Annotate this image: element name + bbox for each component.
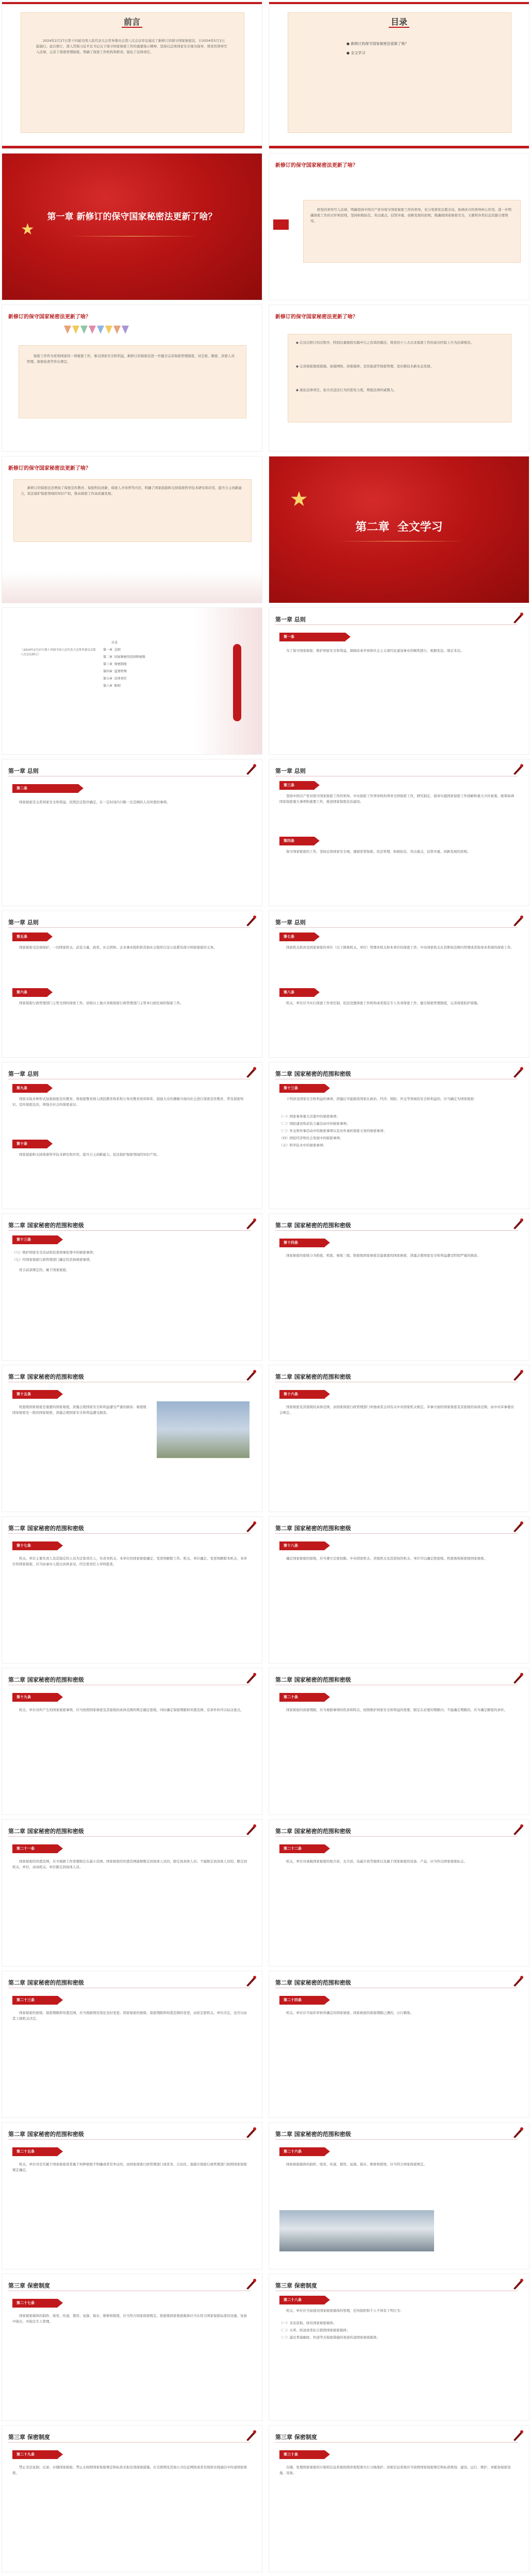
article-ribbon: 第十三条 [279, 1084, 325, 1093]
brush-icon [511, 1368, 525, 1382]
heading-divider [275, 1230, 518, 1231]
slide-article [269, 2123, 529, 2269]
brush-icon [511, 1974, 525, 1988]
heading-divider [8, 927, 251, 928]
article-ribbon: 第二十三条 [12, 1996, 58, 2005]
slide-article [2, 2426, 262, 2572]
toc-chapter-title: 法律责任 [114, 677, 127, 681]
slide-heading: 第二章 国家秘密的范围和密级 [275, 1374, 351, 1380]
title-underline [389, 27, 409, 28]
chapter-number: 第二章 [355, 520, 390, 534]
heading-divider [8, 1836, 251, 1837]
article-body: 机关、单位应当实行保密工作责任制，依法设置保密工作机构或者指定专人负责保密工作，健全保密管理制度，完善保密防护措施。 [286, 1001, 480, 1005]
heading-divider [8, 1533, 251, 1534]
toc-item-1[interactable]: ● 新修订的保守国家秘密法更新了啥？ [346, 42, 409, 46]
slide-article [2, 1062, 262, 1209]
footer-wash [2, 572, 262, 603]
article-ribbon: 第二十一条 [12, 1844, 58, 1853]
brush-icon [511, 611, 525, 624]
slide-body: 保密工作作为党和国家的一项重要工作，事关国家安全和利益，新修订的保密法进一步健全完善保密管理制度，对定密、解密、涉密人员管理、保密检查等作出规定。 [27, 354, 235, 364]
slide-article [2, 759, 262, 906]
article-body: 为了保守国家秘密，维护国家安全和利益，保障改革开放和社会主义现代化建设事业的顺利进行，根据宪法，制定本法。 [286, 649, 464, 653]
slide-article [2, 1517, 262, 1663]
slide-heading: 第二章 国家秘密的范围和密级 [8, 1525, 84, 1532]
slide-update-4 [2, 456, 262, 603]
slide-article [2, 911, 262, 1057]
toc-row [103, 669, 127, 673]
article-body: 机关、单位对是否属于国家秘密或者属于何种密级不明确或者有争议的，由国家保密行政管理部门或者省、自治区、直辖市保密行政管理部门按照国家保密规定确定。 [12, 2162, 247, 2172]
toc-row [103, 662, 127, 666]
article-body: 国家采取多种形式加强保密宣传教育，将保密教育纳入国民教育体系和公务员教育培训体系，鼓励大众传播媒介面向社会进行保密宣传教育，普及保密知识，宣传保密法治，增强全社会的保密意识。 [12, 1097, 244, 1107]
slide-article [269, 1971, 529, 2117]
article-body: 坚持中国共产党对保守国家秘密工作的领导。中央保密工作领导机构领导全国保密工作，研究制定、指导实施国家保密工作战略和重大方针政策，统筹协调国家保密重大事项和重要工作，推进国家保密法治建设。 [279, 794, 514, 804]
slide-heading: 新修订的保守国家秘密法更新了啥？ [275, 163, 358, 168]
slide-article [269, 1820, 529, 1966]
slide-heading: 第二章 国家秘密的范围和密级 [8, 1979, 84, 1986]
slide-heading: 第二章 国家秘密的范围和密级 [8, 1676, 84, 1683]
article-body: 符合前款规定的，属于国家秘密。 [19, 1268, 70, 1272]
heading-divider [8, 2139, 251, 2140]
article-body: 国家秘密的密级、保密期限和知悉范围，应当根据情况变化及时变更。国家秘密的密级、保密期限和知悉范围的变更，由原定密机关、单位决定，也可以由其上级机关决定。 [12, 2011, 247, 2021]
heading-divider [275, 927, 518, 928]
slide-heading: 第二章 国家秘密的范围和密级 [275, 1979, 351, 1986]
toc-row [103, 654, 145, 659]
brush-icon [244, 914, 258, 927]
toc-chapter-title: 保密制度 [114, 663, 127, 666]
toc-row [111, 640, 118, 645]
article-body: 国家保密行政管理部门主管全国的保密工作。县级以上地方各级保密行政管理部门主管本行政区域的保密工作。 [19, 1001, 184, 1005]
content-panel [288, 12, 511, 133]
article-body: 存储、处理国家秘密的计算机信息系统按照涉密程度实行分级保护。涉密信息系统应当按照国家保密规定和标准规划、建设、运行、维护，并配备保密设施、设备。 [279, 2465, 511, 2475]
slide-body: 把党的领导写入法律，明确坚持中国共产党对保守国家秘密工作的领导，充分发挥党总揽全局、协调各方的领导核心作用。进一步明确保密工作的方针和原则，坚持积极防范、突出重点、技管并重、创新发展的原则，既确保国家秘密安全，又便利各类信息资源合理利用。 [310, 208, 511, 223]
article-ribbon: 第二十七条 [12, 2299, 58, 2308]
slide-article [2, 1668, 262, 1815]
bullet-2-text: 完善保密制度措施，加强网络、涉密载体、宣传报道等保密管理，适应新技术新业态发展。 [300, 364, 434, 368]
title-underline [122, 27, 142, 28]
bullet-3: ◆ 强化法律责任，加大对违法行为的惩处力度，增强法律的威慑力。 [296, 388, 397, 392]
slide-article [269, 759, 529, 906]
brush-icon [244, 2429, 258, 2442]
article-ribbon: 第十六条 [279, 1390, 325, 1399]
article-ribbon: 第二十九条 [12, 2450, 58, 2459]
article-ribbon: 第一条 [279, 633, 345, 641]
bullet-1: ◆ 在这次修订的过程中，特别注重吸收实践中行之有效的做法，将党的十八大以来保密工作的成功经验上升为法律规范。 [296, 341, 474, 345]
heading-divider [275, 2442, 518, 2443]
toc-chapter: 第四章 [103, 670, 113, 673]
slide-heading: 新修订的保守国家秘密法更新了啥？ [275, 314, 358, 320]
toc-chapter: 第五章 [103, 677, 113, 681]
toc-chapter-title: 监督管理 [114, 670, 127, 673]
list-item: （一）非法获取、持有国家秘密载体； [279, 2321, 337, 2325]
brush-icon [511, 762, 525, 776]
slide-update-2 [2, 305, 262, 451]
bottom-bar [2, 146, 262, 148]
article-ribbon: 第六条 [12, 988, 47, 997]
article-ribbon: 第二十六条 [279, 2147, 325, 2156]
toc-chapter-title: 附则 [114, 684, 121, 688]
slide-heading: 第三章 保密制度 [275, 2282, 317, 2289]
toc-row [103, 647, 121, 652]
article-ribbon: 第十五条 [12, 1390, 58, 1399]
brush-icon [244, 2277, 258, 2291]
slide-heading: 第一章 总则 [275, 919, 306, 926]
top-bar [269, 2, 529, 4]
slide-article [269, 1668, 529, 1815]
slide-heading: 第二章 国家秘密的范围和密级 [275, 1525, 351, 1532]
list-item: （三）外交和外事活动中的秘密事项以及对外承担保密义务的秘密事项； [279, 1129, 387, 1133]
slide-article [2, 1214, 262, 1360]
heading-divider [8, 1230, 251, 1231]
brush-icon [244, 762, 258, 776]
slide-article [269, 608, 529, 754]
slide-toc [269, 2, 529, 148]
slide-article [2, 1971, 262, 2117]
toc-chapter: 第六章 [103, 684, 113, 688]
slide-heading: 第二章 国家秘密的范围和密级 [275, 1676, 351, 1683]
heading-divider [8, 2442, 251, 2443]
article-body: 禁止非法复制、记录、存储国家秘密。禁止未按照国家保密规定和标准采取有效保密措施，在互联网及其他公共信息网络或者有线和无线通信中传递国家秘密。 [12, 2465, 247, 2475]
bullet-3-text: 强化法律责任，加大对违法行为的惩处力度，增强法律的威慑力。 [300, 388, 397, 392]
brush-icon [244, 1974, 258, 1988]
bunting-flags-icon [64, 326, 136, 341]
article-body: 国家秘密的知悉范围，应当根据工作需要限定在最小范围。国家秘密的知悉范围能够限定到具体人员的，限定到具体人员；不能限定到具体人员的，限定到机关、单位，由该机关、单位限定到具体人员。 [12, 1859, 247, 1869]
article-body: 国家鼓励和支持保密科学技术研究和应用，提升自主创新能力，依法保护保密领域的知识产权。 [19, 1153, 160, 1157]
article-ribbon: 第二十五条 [12, 2147, 58, 2156]
red-lantern-icon [233, 644, 241, 721]
slide-title: 目录 [390, 17, 407, 27]
heading-divider [275, 2139, 518, 2140]
slide-heading: 第二章 国家秘密的范围和密级 [8, 1828, 84, 1835]
brush-icon [511, 914, 525, 927]
landscape-photo [279, 2210, 434, 2251]
toc-row [103, 676, 127, 681]
slide-article [2, 1820, 262, 1966]
slide-heading: 第二章 国家秘密的范围和密级 [275, 1828, 351, 1835]
heading-divider [275, 1533, 518, 1534]
list-item: （五）科学技术中的秘密事项； [279, 1143, 326, 1147]
article-ribbon: 第二十条 [279, 1693, 325, 1702]
slide-fulltext-toc [2, 608, 262, 754]
slide-heading: 新修订的保守国家秘密法更新了啥？ [8, 466, 91, 471]
content-panel [21, 12, 244, 133]
side-wash [195, 608, 262, 754]
slide-heading: 第三章 保密制度 [275, 2434, 317, 2441]
article-ribbon: 第十九条 [12, 1693, 58, 1702]
chapter-number: 第一章 [47, 212, 74, 222]
article-ribbon: 第五条 [12, 933, 47, 941]
toc-chapter: 第一章 [103, 648, 113, 652]
brush-icon [511, 1671, 525, 1685]
brush-icon [511, 2126, 525, 2139]
article-body: 国家秘密的保密期限，应当根据事项的性质和特点，按照维护国家安全和利益的需要，限定在必要的期限内；不能确定期限的，应当确定解密的条件。 [286, 1708, 507, 1712]
article-ribbon: 第二十八条 [279, 2296, 325, 2304]
brush-icon [511, 1823, 525, 1836]
slide-article [269, 2274, 529, 2420]
article-ribbon: 第四条 [279, 837, 314, 845]
slide-article [269, 1365, 529, 1512]
article-ribbon: 第九条 [12, 1084, 47, 1093]
list-item: （三）通过普通邮政、快递等无保密措施的渠道传递国家秘密载体； [279, 2335, 380, 2340]
list-item: （六）维护国家安全活动和追查刑事犯罪中的秘密事项； [12, 1250, 96, 1255]
brush-icon [244, 1520, 258, 1533]
brush-icon [511, 1520, 525, 1533]
toc-chapter: 第三章 [103, 663, 113, 666]
chapter-heading: 全文学习 [397, 520, 443, 534]
preface-text: 2024年2月27日第十四届全国人民代表大会常务委员会第八次会议审议通过了新修订的保守国家秘密法，自2024年5月1日起施行。此次修订，深入贯彻习近平总书记关于保守国家秘密工作的重要指示精神，坚持以总体国家安全观为指导，将党的领导写入法律，完善了保密管理制度，明确了保密工作机构和职责，强化了法律责任。 [36, 39, 227, 54]
article-ribbon: 第二条 [12, 784, 78, 793]
list-item: （二）国防建设和武装力量活动中的秘密事项； [279, 1122, 350, 1126]
toc-chapter-title: 国家秘密的范围和密级 [114, 655, 145, 659]
slide-article [269, 2426, 529, 2572]
toc-chapter: 第二章 [103, 655, 113, 659]
slide-article [2, 1365, 262, 1512]
article-ribbon: 第七条 [279, 933, 314, 941]
article-body: 确定国家秘密的密级，应当遵守定密权限。中央国家机关、省级机关及其授权的机关、单位可以确定绝密级、机密级和秘密级国家秘密。 [286, 1556, 487, 1561]
slide-heading: 第二章 国家秘密的范围和密级 [275, 2131, 351, 2138]
slide-heading: 第三章 保密制度 [8, 2434, 50, 2441]
brush-icon [511, 2277, 525, 2291]
article-ribbon: 第十三条 [12, 1235, 58, 1244]
slide-grid [2, 2, 529, 2576]
slide-heading: 新修订的保守国家秘密法更新了啥？ [8, 314, 91, 320]
star-icon: ★ [290, 487, 308, 511]
brush-icon [244, 1823, 258, 1836]
article-body: 国家秘密载体的制作、收发、传递、使用、复制、保存、维修和销毁，应当符合国家保密规定。绝密级国家秘密载体应当在符合国家保密标准的设施、设备中保存，并指定专人管理。 [12, 2314, 247, 2324]
article-body: 国家秘密及其密级的具体范围，由国家保密行政管理部门单独或者会同有关中央国家机关规定。军事方面的国家秘密及其密级的具体范围，由中央军事委员会规定。 [279, 1405, 514, 1415]
slide-preface [2, 2, 262, 148]
slide-heading: 第二章 国家秘密的范围和密级 [8, 2131, 84, 2138]
slide-heading: 第一章 总则 [8, 1071, 39, 1077]
bottom-bar [269, 146, 529, 148]
toc-row-label: 目录 [111, 641, 118, 645]
slide-article [2, 2123, 262, 2269]
toc-chapter-title: 总则 [114, 648, 121, 652]
article-ribbon: 第二十二条 [279, 1844, 325, 1853]
article-body: 国家机关和涉及国家秘密的单位（以下简称机关、单位）管理本机关和本单位的保密工作。中央国家机关在其职权范围内管理或者指导本系统的保密工作。 [286, 945, 514, 950]
article-body: 机关、单位应当每年审核所确定的国家秘密。国家秘密的保密期限已满的，自行解密。 [286, 2011, 413, 2015]
article-ribbon: 第十四条 [279, 1239, 325, 1247]
top-bar [2, 2, 262, 4]
brush-icon [244, 1671, 258, 1685]
slide-heading: 第一章 总则 [8, 919, 39, 926]
article-body: 机关、单位对所产生的国家秘密事项，应当按照国家秘密及其密级的具体范围的规定确定密级，同时确定保密期限和知悉范围；有条件的可以标注密点。 [19, 1708, 244, 1712]
slide-article [269, 1062, 529, 1209]
list-item: （四）国民经济和社会发展中的秘密事项； [279, 1136, 343, 1140]
slide-heading: 第二章 国家秘密的范围和密级 [8, 1222, 84, 1229]
article-body: 机关、单位对承载国家秘密的纸介质、光介质、电磁介质等载体以及属于国家秘密的设备、产品，应当作出国家秘密标志。 [286, 1859, 467, 1863]
slide-heading: 第二章 国家秘密的范围和密级 [275, 1222, 351, 1229]
slide-heading: 第一章 总则 [8, 768, 39, 774]
slide-update-1 [269, 154, 529, 300]
toc-item-2[interactable]: ● 全文学习 [346, 51, 366, 55]
brush-icon [244, 1368, 258, 1382]
heading-divider [275, 624, 518, 625]
slide-body: 新修订的保密法还增加了保密宣传教育、保密科技创新、保密人才培养等内容，明确了国家鼓励和支持保密科学技术研究和应用，提升自主创新能力，依法保护保密领域的知识产权，推动保密工作高质量发展。 [21, 486, 242, 496]
list-item: （一）国家事务重大决策中的秘密事项； [279, 1114, 340, 1118]
article-body: 国家秘密受法律保护。一切国家机关、武装力量、政党、社会团体、企业事业组织和其他社会组织以及公民都有保守国家秘密的义务。 [19, 945, 217, 950]
brush-icon [244, 2126, 258, 2139]
toc-item-1-label: 新修订的保守国家秘密法更新了啥？ [351, 42, 409, 46]
article-ribbon: 第二十四条 [279, 1996, 325, 2005]
slide-chapter-1 [2, 154, 262, 300]
slide-heading: 第一章 总则 [275, 768, 306, 774]
slide-heading: 第一章 总则 [275, 616, 306, 623]
chapter-title [2, 209, 262, 222]
article-ribbon: 第十条 [12, 1140, 47, 1148]
chapter-title [269, 518, 529, 534]
article-ribbon: 第三条 [279, 781, 314, 790]
bullet-1-text: 在这次修订的过程中，特别注重吸收实践中行之有效的做法，将党的十八大以来保密工作的成功经验上升为法律规范。 [300, 341, 474, 345]
article-body: 国家秘密载体的制作、收发、传递、使用、复制、保存、维修和销毁，应当符合国家保密规定。 [286, 2162, 427, 2166]
list-item: （七）经国家保密行政管理部门确定的其他秘密事项。 [12, 1258, 93, 1262]
slide-heading: 第二章 国家秘密的范围和密级 [275, 1071, 351, 1077]
article-ribbon: 第十七条 [12, 1541, 58, 1550]
article-ribbon: 第八条 [279, 988, 314, 997]
article-body: 保守国家秘密的工作，坚持总体国家安全观，遵循党管保密、依法管理，积极防范、突出重点，技管并重、创新发展的原则。 [286, 850, 471, 854]
slide-article [269, 1517, 529, 1663]
fulltext-intro: （2024年2月27日第十四届全国人民代表大会常务委员会第八次会议修订） [21, 649, 96, 656]
article-body: 下列涉及国家安全和利益的事项，泄露后可能损害国家在政治、经济、国防、外交等领域的安全和利益的，应当确定为国家秘密： [286, 1097, 477, 1101]
content-panel [288, 334, 511, 422]
list-item: （二）买卖、转送或者私自销毁国家秘密载体； [279, 2328, 350, 2332]
brush-icon [511, 1065, 525, 1079]
brush-icon [244, 1065, 258, 1079]
brush-icon [511, 2429, 525, 2442]
article-body: 国家秘密的密级分为绝密、机密、秘密三级。绝密级国家秘密是最重要的国家秘密，泄露会使国家安全和利益遭受特别严重的损害。 [286, 1253, 480, 1258]
star-icon: ★ [21, 221, 35, 239]
toc-item-2-label: 全文学习 [351, 51, 366, 55]
slide-heading: 第三章 保密制度 [8, 2282, 50, 2289]
slide-update-3 [269, 305, 529, 451]
slide-chapter-2 [269, 456, 529, 603]
slide-article [269, 1214, 529, 1360]
article-body: 机密级国家秘密是重要的国家秘密，泄露会使国家安全和利益遭受严重的损害；秘密级国家秘密是一般的国家秘密，泄露会使国家安全和利益遭受损害。 [12, 1405, 146, 1415]
slide-title: 前言 [123, 17, 140, 27]
building-photo [157, 1401, 250, 1458]
chapter-heading: 新修订的保守国家秘密法更新了啥？ [76, 212, 217, 222]
heading-divider [275, 1836, 518, 1837]
article-body: 机关、单位应当加强对国家秘密载体的管理，任何组织和个人不得有下列行为： [286, 2309, 404, 2313]
brush-icon [511, 1217, 525, 1230]
flag-icon [273, 219, 289, 230]
article-ribbon: 第三十条 [279, 2450, 325, 2459]
slide-article [269, 911, 529, 1057]
article-body: 机关、单位主要负责人及其指定的人员为定密责任人，负责本机关、本单位的国家秘密确定、变更和解除工作。机关、单位确定、变更和解除本机关、本单位的国家秘密，应当由承办人提出具体意见，经定密责任人审核批准。 [12, 1556, 247, 1566]
brush-icon [244, 1217, 258, 1230]
bullet-2: ◆ 完善保密制度措施，加强网络、涉密载体、宣传报道等保密管理，适应新技术新业态发展。 [296, 364, 434, 368]
slide-heading: 第二章 国家秘密的范围和密级 [8, 1374, 84, 1380]
toc-row [103, 683, 121, 688]
article-ribbon: 第十八条 [279, 1541, 325, 1550]
article-body: 国家秘密是关系国家安全和利益，依照法定程序确定，在一定时间内只限一定范围的人员知悉的事项。 [19, 800, 170, 804]
slide-article [2, 2274, 262, 2420]
